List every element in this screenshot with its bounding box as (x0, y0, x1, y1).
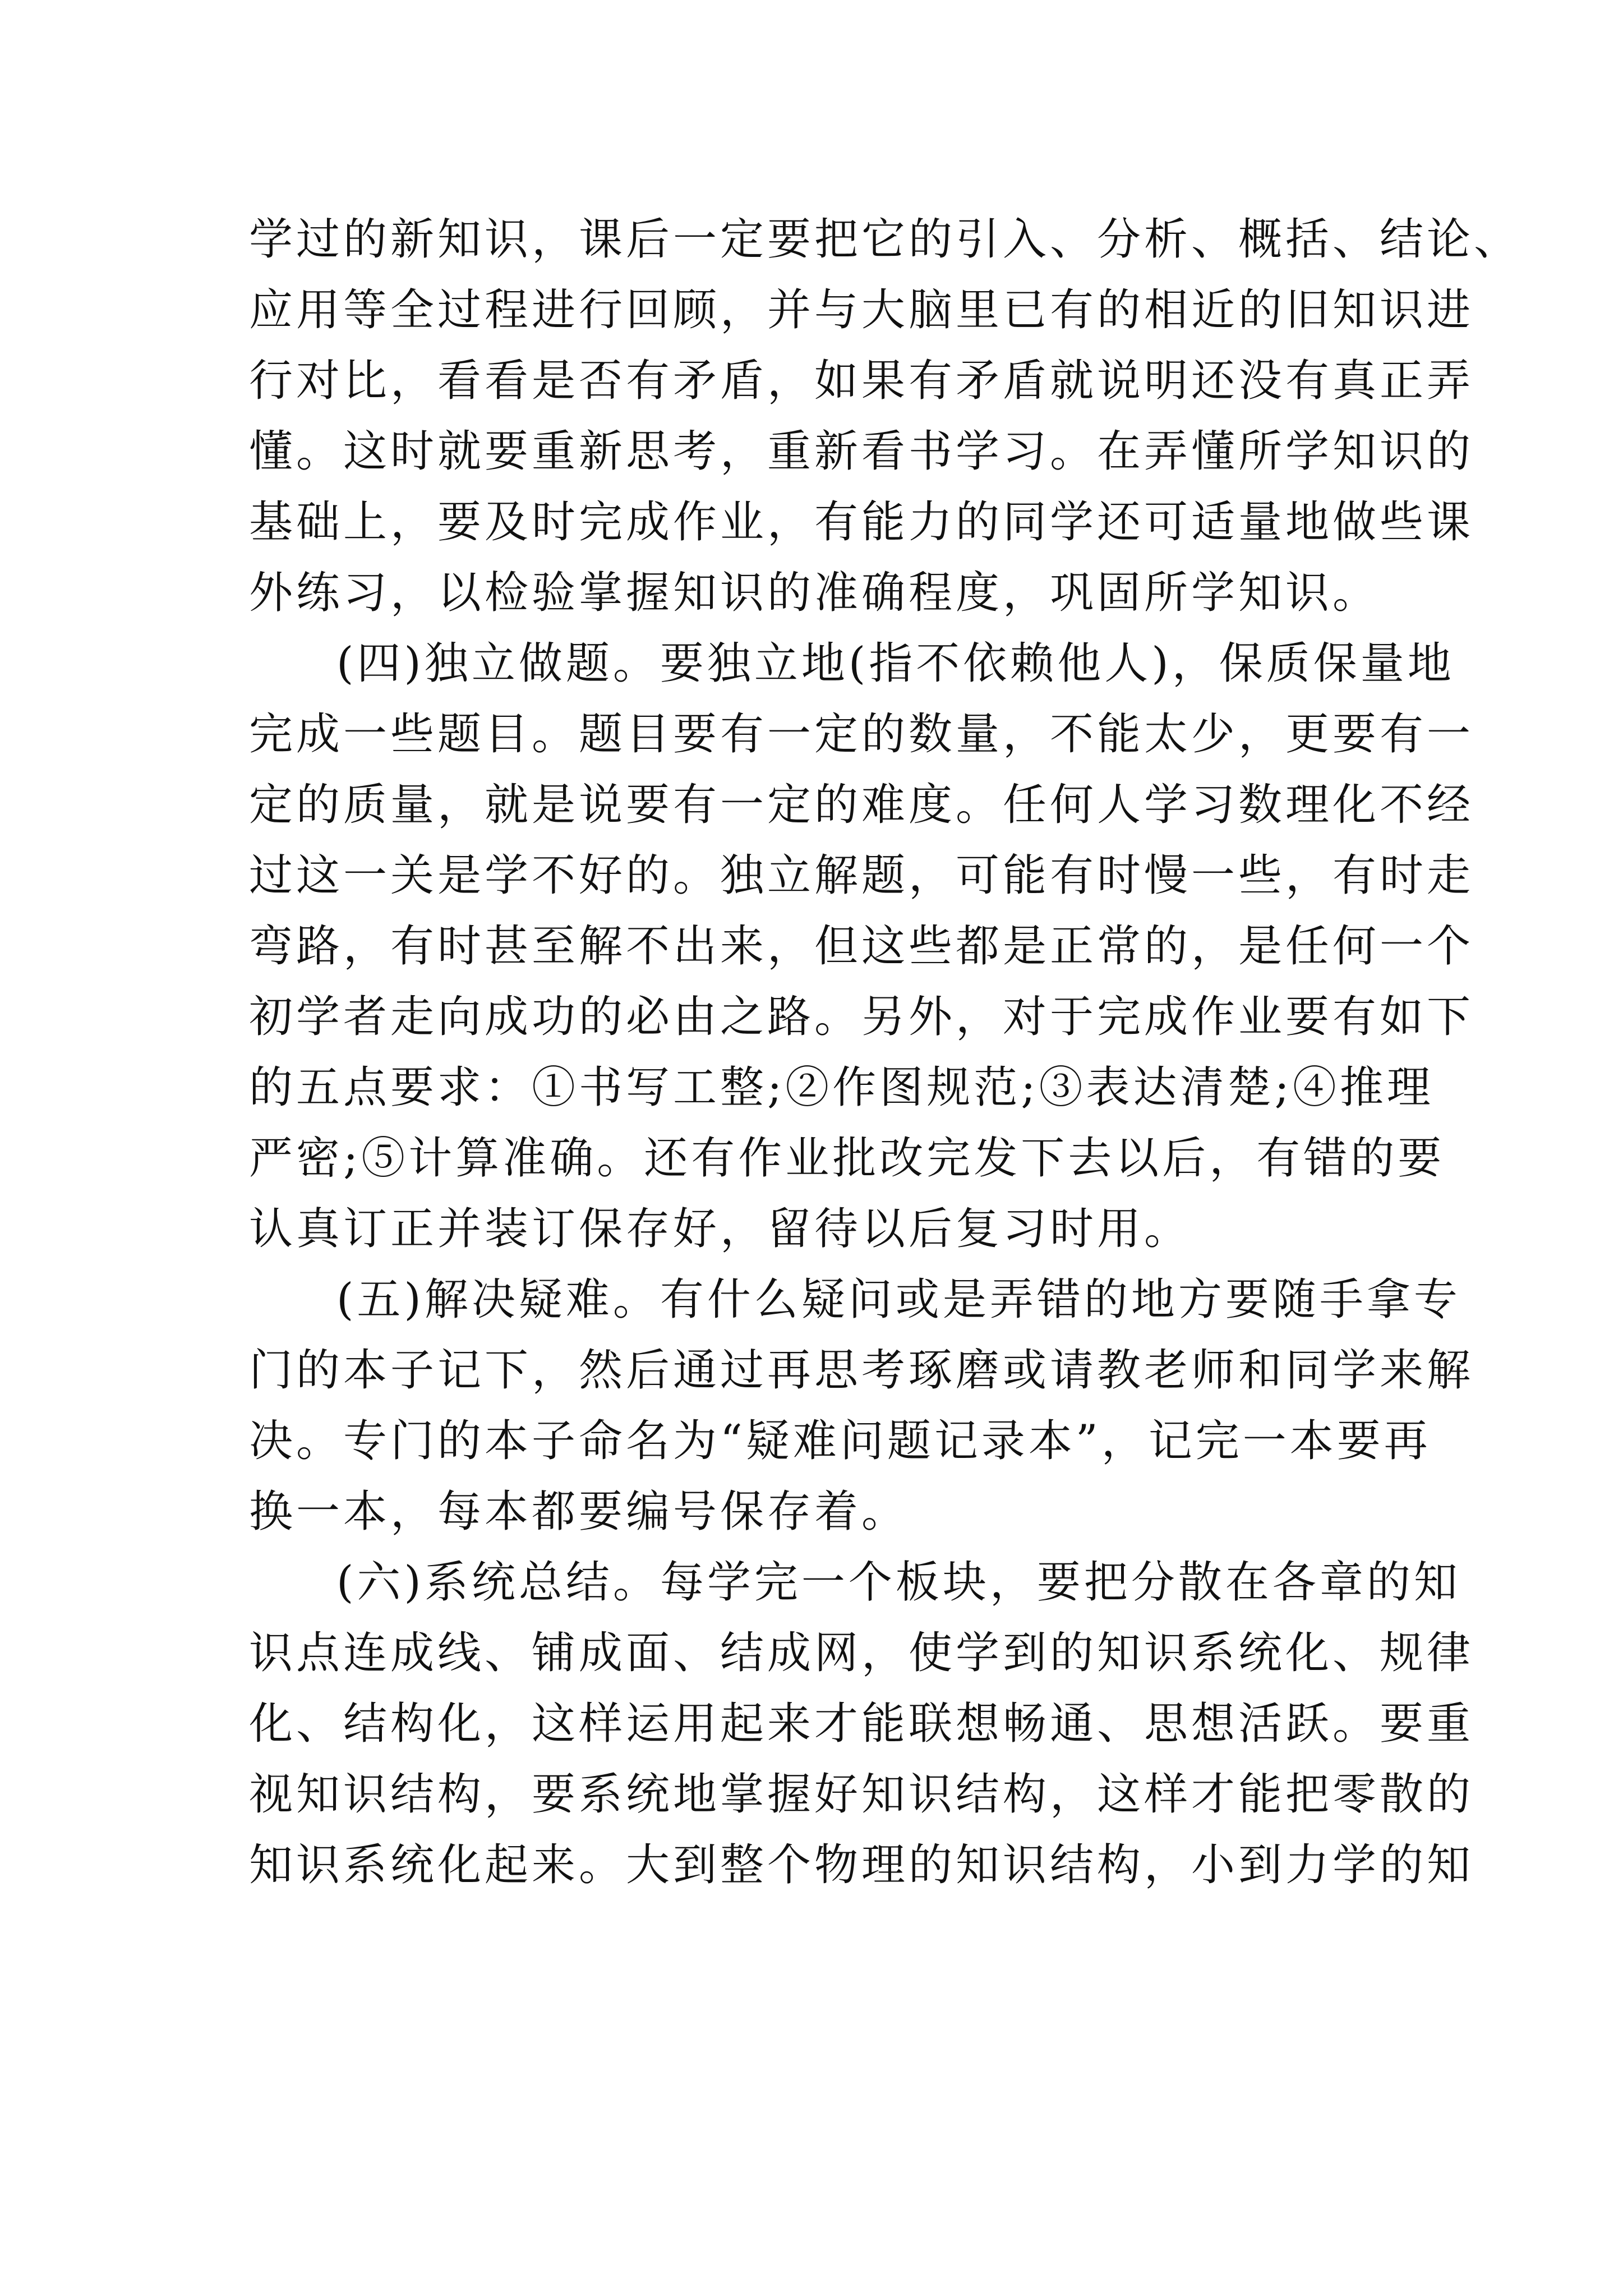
text-line: 知识系统化起来。大到整个物理的知识结构，小到力学的知 (249, 1840, 1474, 1890)
text-line: 换一本，每本都要编号保存着。 (249, 1487, 909, 1537)
text-line: 决。专门的本子命名为“疑难问题记录本”，记完一本要再 (249, 1416, 1431, 1466)
text-line: 初学者走向成功的必由之路。另外，对于完成作业要有如下 (249, 992, 1474, 1042)
text-line: 完成一些题目。题目要有一定的数量，不能太少，更要有一 (249, 709, 1474, 760)
body-text (249, 204, 1521, 1901)
text-line: 学过的新知识，课后一定要把它的引入、分析、概括、结论、 (249, 214, 1521, 265)
paragraph-resolve-doubts (249, 1264, 1474, 1547)
text-line: 定的质量，就是说要有一定的难度。任何人学习数理化不经 (249, 780, 1474, 830)
text-line: 门的本子记下，然后通过再思考琢磨或请教老师和同学来解 (249, 1345, 1474, 1396)
text-line: 懂。这时就要重新思考，重新看书学习。在弄懂所学知识的 (249, 426, 1474, 477)
text-line: 应用等全过程进行回顾，并与大脑里已有的相近的旧知识进 (249, 285, 1474, 335)
text-line: 视知识结构，要系统地掌握好知识结构，这样才能把零散的 (249, 1769, 1474, 1820)
text-line: 弯路，有时甚至解不出来，但这些都是正常的，是任何一个 (249, 921, 1474, 972)
paragraph-independent-practice (249, 628, 1474, 1264)
paragraph-continuation (249, 204, 1521, 628)
text-line: 的五点要求：①书写工整;②作图规范;③表达清楚;④推理 (249, 1062, 1434, 1113)
text-line: 外练习，以检验掌握知识的准确程度，巩固所学知识。 (249, 568, 1380, 618)
text-line: (五)解决疑难。有什么疑问或是弄错的地方要随手拿专 (336, 1274, 1461, 1325)
text-line: (六)系统总结。每学完一个板块，要把分散在各章的知 (336, 1557, 1461, 1608)
text-line: (四)独立做题。要独立地(指不依赖他人)，保质保量地 (336, 638, 1455, 689)
text-line: 严密;⑤计算准确。还有作业批改完发下去以后，有错的要 (249, 1133, 1445, 1184)
text-line: 识点连成线、铺成面、结成网，使学到的知识系统化、规律 (249, 1628, 1474, 1678)
text-line: 基础上，要及时完成作业，有能力的同学还可适量地做些课 (249, 497, 1474, 547)
text-line: 过这一关是学不好的。独立解题，可能有时慢一些，有时走 (249, 850, 1474, 901)
text-line: 认真订正并装订保存好，留待以后复习时用。 (249, 1204, 1192, 1254)
text-line: 化、结构化，这样运用起来才能联想畅通、思想活跃。要重 (249, 1699, 1474, 1749)
paragraph-systematic-summary (249, 1547, 1474, 1901)
text-line: 行对比，看看是否有矛盾，如果有矛盾就说明还没有真正弄 (249, 356, 1474, 406)
